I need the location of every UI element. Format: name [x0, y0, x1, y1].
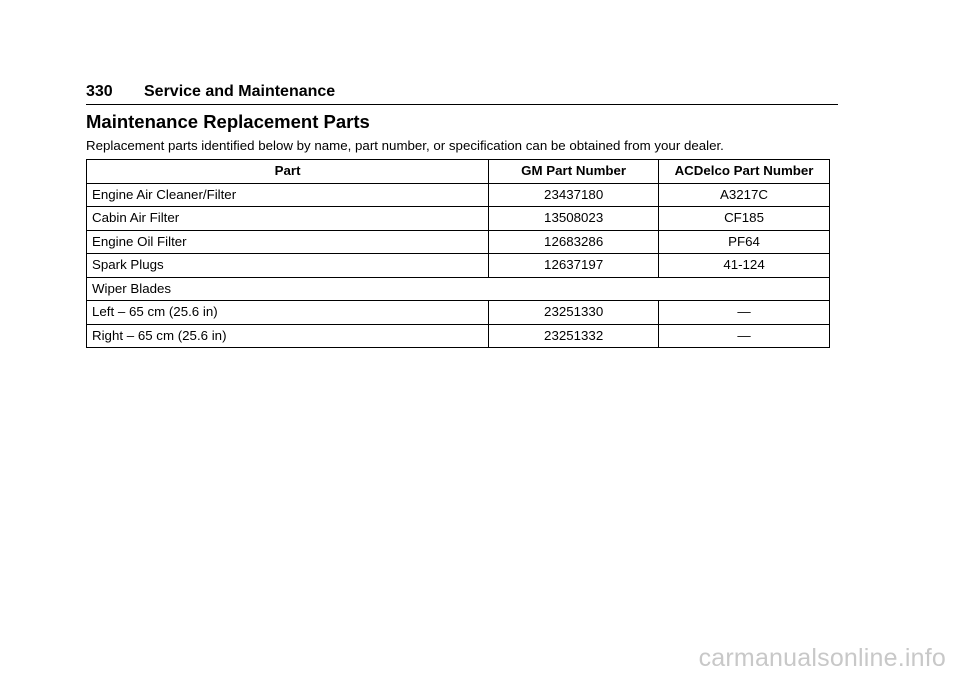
table-row — [87, 324, 830, 348]
part-name: Cabin Air Filter — [87, 207, 489, 231]
gm-part-number: 23251332 — [489, 324, 659, 348]
running-header — [86, 82, 838, 105]
column-header-part: Part — [87, 160, 489, 184]
section-title: Maintenance Replacement Parts — [86, 111, 370, 132]
gm-part-number: 13508023 — [489, 207, 659, 231]
acdelco-part-number: PF64 — [659, 230, 830, 254]
part-name: Engine Oil Filter — [87, 230, 489, 254]
table-header-row — [87, 160, 830, 184]
table-row — [87, 301, 830, 325]
column-header-acdelco-part-number: ACDelco Part Number — [659, 160, 830, 184]
table-row — [87, 183, 830, 207]
column-header-gm-part-number: GM Part Number — [489, 160, 659, 184]
table-group-row — [87, 277, 830, 301]
gm-part-number: 12637197 — [489, 254, 659, 278]
acdelco-part-number: — — [659, 301, 830, 325]
acdelco-part-number: 41-124 — [659, 254, 830, 278]
table-row — [87, 254, 830, 278]
intro-paragraph: Replacement parts identified below by name, part number, or specification can be obtained from your dealer. — [86, 138, 724, 153]
part-name: Engine Air Cleaner/Filter — [87, 183, 489, 207]
page-number: 330 — [86, 83, 113, 100]
gm-part-number: 23437180 — [489, 183, 659, 207]
replacement-parts-table — [86, 159, 830, 348]
acdelco-part-number: CF185 — [659, 207, 830, 231]
chapter-title: Service and Maintenance — [144, 83, 336, 100]
part-name: Spark Plugs — [87, 254, 489, 278]
acdelco-part-number: A3217C — [659, 183, 830, 207]
part-name: Left – 65 cm (25.6 in) — [87, 301, 489, 325]
acdelco-part-number: — — [659, 324, 830, 348]
table-row — [87, 230, 830, 254]
table-row — [87, 207, 830, 231]
part-name: Right – 65 cm (25.6 in) — [87, 324, 489, 348]
watermark: carmanualsonline.info — [698, 644, 946, 672]
wiper-blades-group-label: Wiper Blades — [87, 277, 830, 301]
gm-part-number: 23251330 — [489, 301, 659, 325]
gm-part-number: 12683286 — [489, 230, 659, 254]
